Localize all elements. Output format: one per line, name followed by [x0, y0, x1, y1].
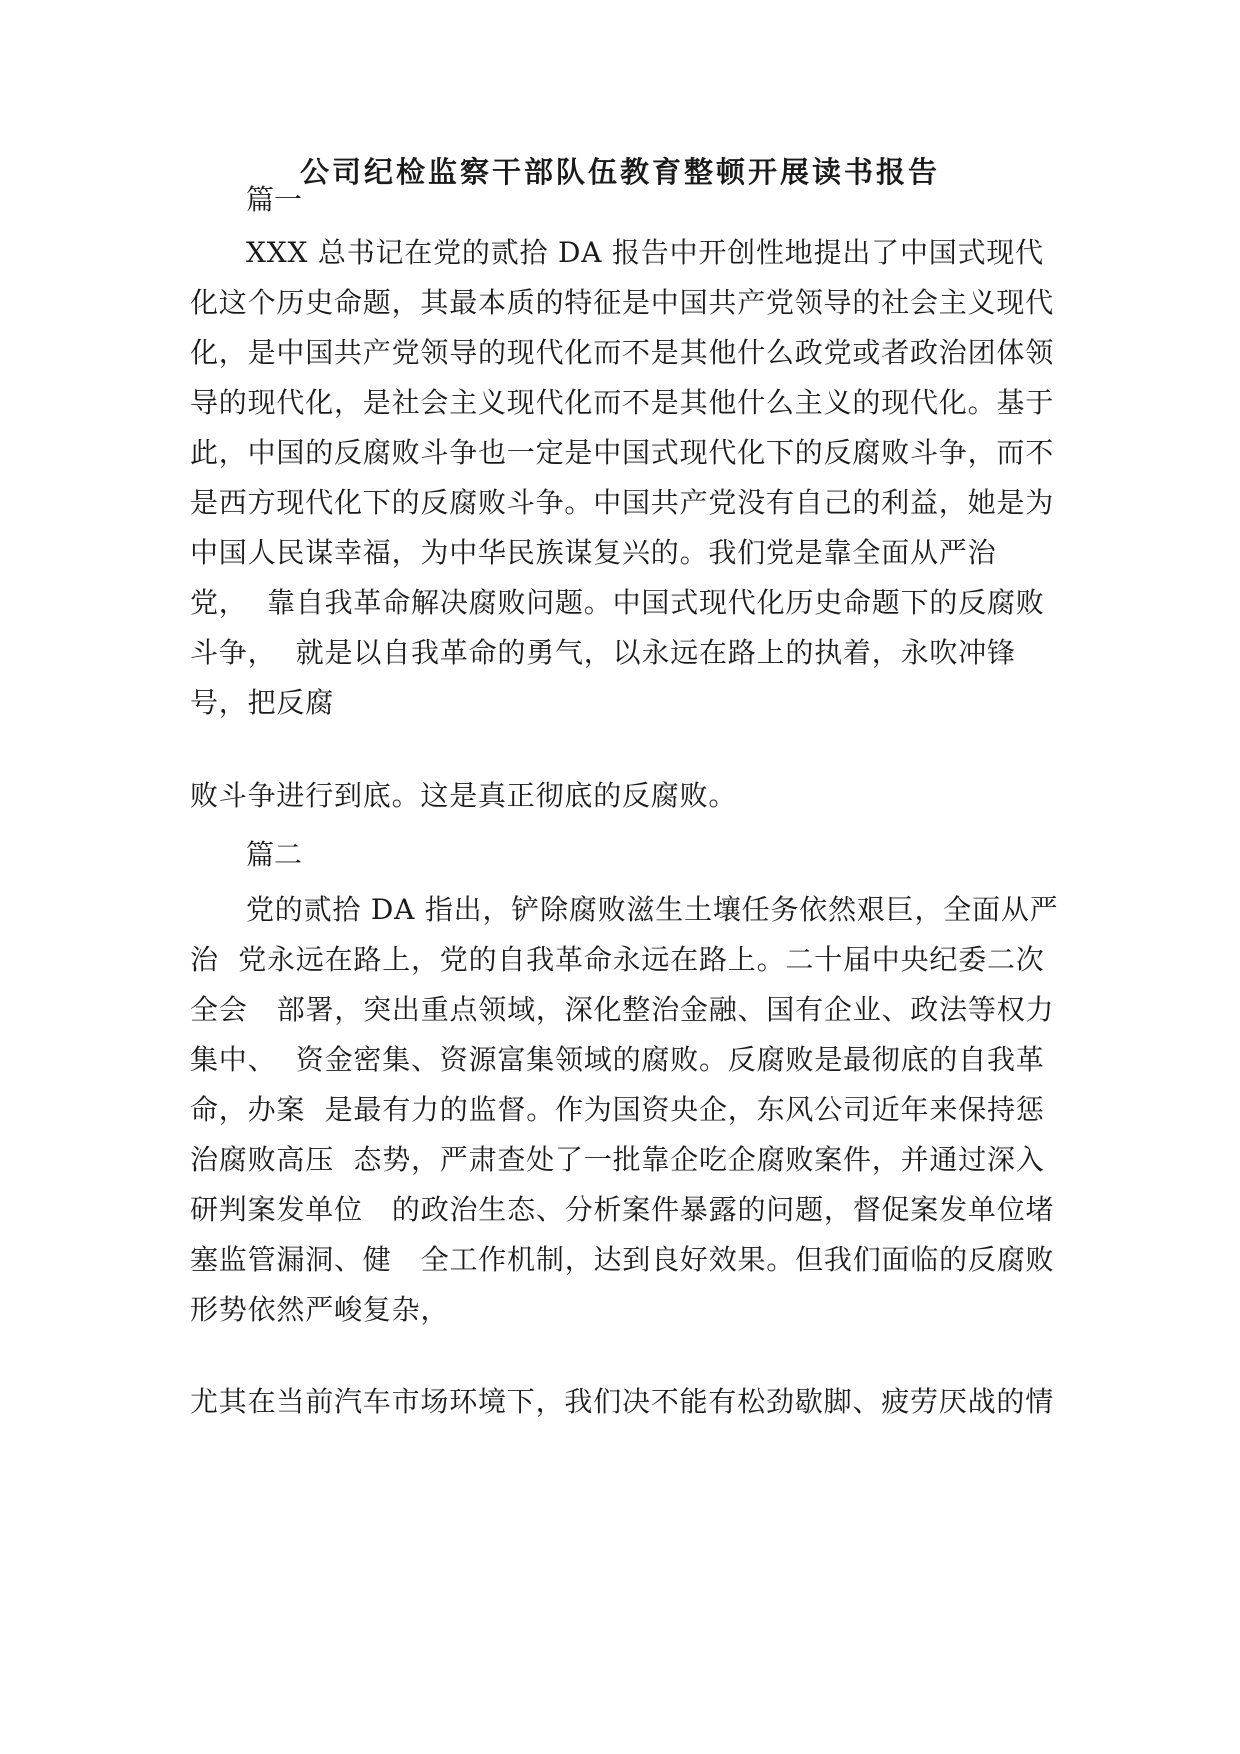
text-line: 全会 部署，突出重点领域，深化整治金融、国有企业、政法等权力 [190, 993, 1055, 1026]
section-1-paragraph-1 [190, 228, 1070, 728]
text-line: 此，中国的反腐败斗争也一定是中国式现代化下的反腐败斗争，而不 [190, 436, 1055, 469]
text-line: 中国人民谋幸福，为中华民族谋复兴的。我们党是靠全面从严治 [190, 536, 997, 569]
document-title: 公司纪检监察干部队伍教育整顿开展读书报告 [299, 155, 940, 189]
text-line: 治腐败高压 态势，严肃查处了一批靠企吃企腐败案件，并通过深入 [190, 1143, 1045, 1176]
text-line: 集中、 资金密集、资源富集领域的腐败。反腐败是最彻底的自我革 [190, 1043, 1045, 1076]
text-line: 斗争， 就是以自我革命的勇气，以永远在路上的执着，永吹冲锋 [190, 636, 1016, 669]
section-heading-2: 篇二 [246, 838, 303, 871]
text-line: 命，办案 是最有力的监督。作为国资央企，东风公司近年来保持惩 [190, 1093, 1045, 1126]
text-line: 塞监管漏洞、健 全工作机制，达到良好效果。但我们面临的反腐败 [190, 1243, 1055, 1276]
text-line: 治 党永远在路上，党的自我革命永远在路上。二十届中央纪委二次 [190, 943, 1045, 976]
text-line: 党的贰拾 DA 指出，铲除腐败滋生土壤任务依然艰巨，全面从严 [246, 893, 1059, 926]
section-2-paragraph-1 [190, 885, 1070, 1335]
section-1-paragraph-2 [190, 771, 1070, 821]
section-2-paragraph-2 [190, 1377, 1070, 1427]
text-line: 化这个历史命题，其最本质的特征是中国共产党领导的社会主义现代 [190, 286, 1055, 319]
text-line: 化，是中国共产党领导的现代化而不是其他什么政党或者政治团体领 [190, 336, 1055, 369]
text-line: 是西方现代化下的反腐败斗争。中国共产党没有自己的利益，她是为 [190, 486, 1055, 519]
text-line: 败斗争进行到底。这是真正彻底的反腐败。 [190, 779, 738, 812]
text-line: 尤其在当前汽车市场环境下，我们决不能有松劲歇脚、疲劳厌战的情 [190, 1385, 1055, 1418]
text-line: XXX 总书记在党的贰拾 DA 报告中开创性地提出了中国式现代 [246, 236, 1044, 269]
text-line: 研判案发单位 的政治生态、分析案件暴露的问题，督促案发单位堵 [190, 1193, 1055, 1226]
text-line: 导的现代化，是社会主义现代化而不是其他什么主义的现代化。基于 [190, 386, 1055, 419]
text-line: 党， 靠自我革命解决腐败问题。中国式现代化历史命题下的反腐败 [190, 586, 1045, 619]
text-line: 形势依然严峻复杂， [190, 1293, 450, 1326]
text-line: 号，把反腐 [190, 686, 335, 719]
section-heading-1: 篇一 [246, 183, 303, 216]
